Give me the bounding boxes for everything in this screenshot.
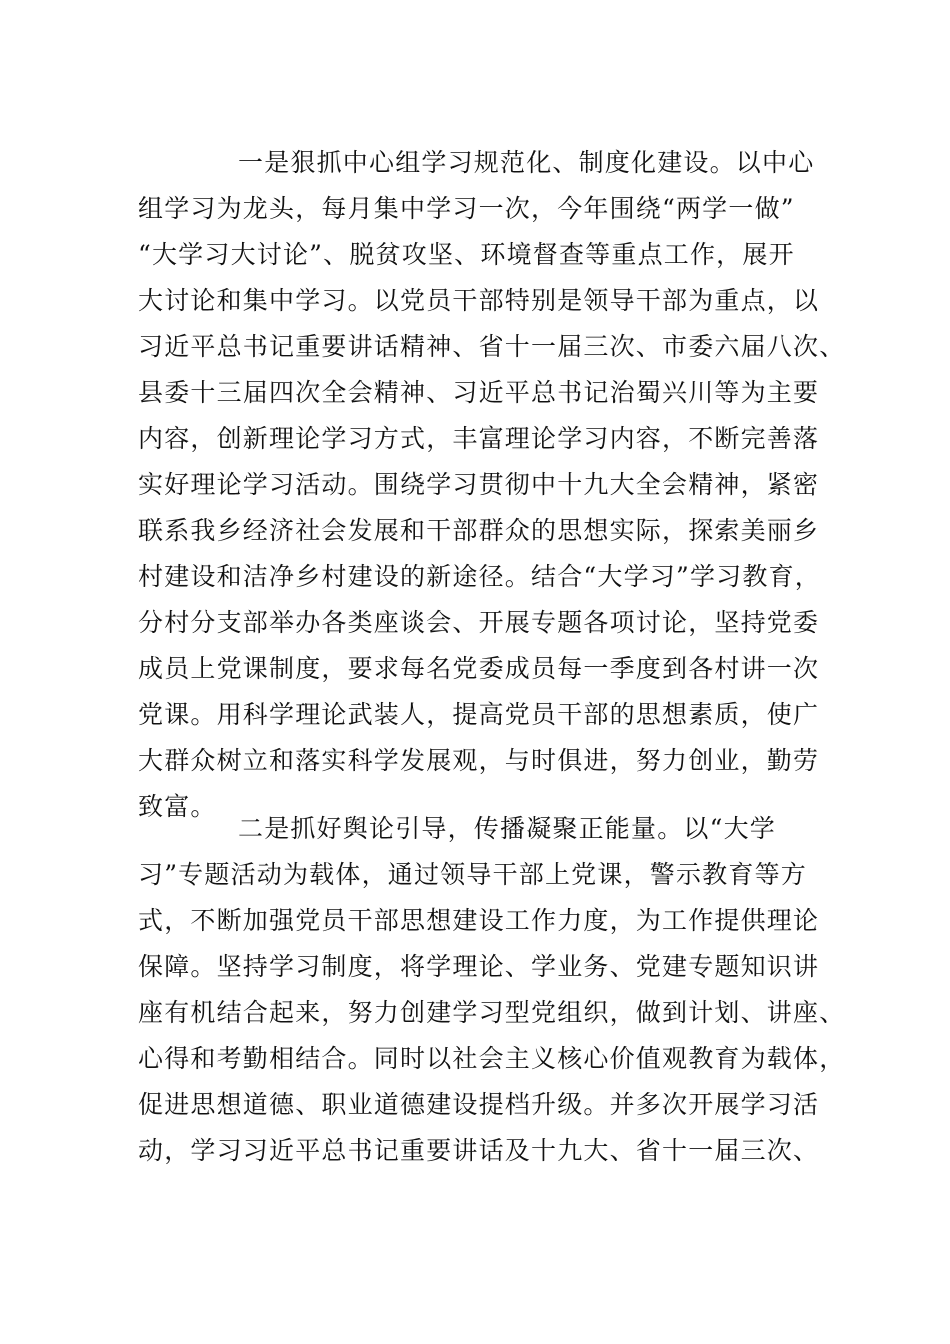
paragraph-line: 村建设和洁净乡村建设的新途径。结合“大学习”学习教育， (138, 562, 821, 591)
paragraph-line: 二是抓好舆论引导，传播凝聚正能量。以“大学 (238, 814, 776, 843)
paragraph-line: 大讨论和集中学习。以党员干部特别是领导干部为重点，以 (138, 286, 820, 315)
paragraph-line: 习”专题活动为载体，通过领导干部上党课，警示教育等方 (138, 860, 807, 889)
paragraph-line: 一是狠抓中心组学习规范化、制度化建设。以中心 (238, 148, 815, 177)
paragraph-line: 心得和考勤相结合。同时以社会主义核心价值观教育为载体， (138, 1044, 846, 1073)
paragraph-line: 习近平总书记重要讲话精神、省十一届三次、市委六届八次、 (138, 332, 846, 361)
paragraph-line: 动，学习习近平总书记重要讲话及十九大、省十一届三次、 (138, 1136, 820, 1165)
paragraph-line: 式，不断加强党员干部思想建设工作力度，为工作提供理论 (138, 906, 820, 935)
paragraph-line: 县委十三届四次全会精神、习近平总书记治蜀兴川等为主要 (138, 378, 820, 407)
paragraph-line: 分村分支部举办各类座谈会、开展专题各项讨论，坚持党委 (138, 608, 820, 637)
paragraph-1 (138, 140, 846, 830)
paragraph-2 (138, 806, 846, 1174)
paragraph-line: 实好理论学习活动。围绕学习贯彻中十九大全会精神，紧密 (138, 470, 820, 499)
paragraph-line: 内容，创新理论学习方式，丰富理论学习内容，不断完善落 (138, 424, 820, 453)
paragraph-line: 组学习为龙头，每月集中学习一次，今年围绕“两学一做” (138, 194, 795, 223)
paragraph-line: 成员上党课制度，要求每名党委成员每一季度到各村讲一次 (138, 654, 820, 683)
paragraph-line: 促进思想道德、职业道德建设提档升级。并多次开展学习活 (138, 1090, 820, 1119)
paragraph-line: 座有机结合起来，努力创建学习型党组织，做到计划、讲座、 (138, 998, 846, 1027)
paragraph-line: “大学习大讨论”、脱贫攻坚、环境督查等重点工作，展开 (138, 240, 795, 269)
paragraph-line: 党课。用科学理论武装人，提高党员干部的思想素质，使广 (138, 700, 820, 729)
paragraph-line: 保障。坚持学习制度，将学理论、学业务、党建专题知识讲 (138, 952, 820, 981)
paragraph-line: 联系我乡经济社会发展和干部群众的思想实际，探索美丽乡 (138, 516, 820, 545)
paragraph-line: 大群众树立和落实科学发展观，与时俱进，努力创业，勤劳 (138, 746, 820, 775)
paragraph-line: 致富。 (138, 792, 217, 821)
